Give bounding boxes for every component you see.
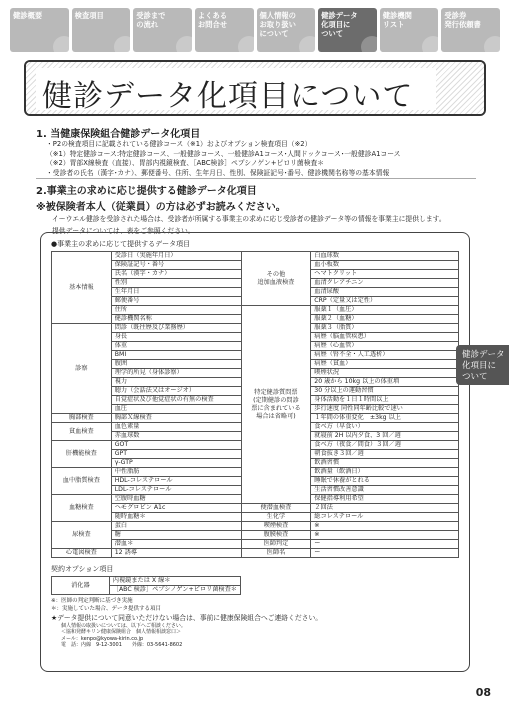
nav-button-7[interactable]	[441, 8, 500, 52]
category-cell: 特定健診質問票 (定期健診の問診 票に含まれている 場合は省略可)	[241, 306, 311, 504]
item-cell: ー	[311, 540, 459, 549]
item-cell: 喫煙状況	[311, 369, 459, 378]
item-cell: 就寝前 2H 以内夕食、3 回／週	[311, 432, 459, 441]
item-cell: 胸部Ｘ線検査	[111, 414, 241, 423]
contact-line: 個人情報の取扱いについては、以下へご相談ください。	[61, 622, 186, 629]
category-cell: 心電図検査	[52, 549, 112, 558]
note-line: ＊：実施していた場合、データ提供する項目	[51, 605, 162, 612]
item-cell: 12 誘導	[111, 549, 241, 558]
item-cell: 病歴（心血管）	[311, 342, 459, 351]
item-cell: BMI	[111, 351, 241, 360]
item-cell: LDL-コレステロール	[111, 486, 241, 495]
item-cell: 性別	[111, 279, 241, 288]
item-cell: 歩行速度 同性同年齢比較で速い	[311, 405, 459, 414]
nav-button-label: 健診概要	[13, 11, 43, 20]
item-cell: 服薬３（脂質）	[311, 324, 459, 333]
nav-button-label: 検査項目	[74, 11, 104, 20]
item-cell: 服薬２（血糖）	[311, 315, 459, 324]
item-cell: 蛋白	[111, 522, 241, 531]
section-2	[36, 182, 476, 236]
section-1	[36, 125, 476, 178]
nav-button-decoration	[53, 36, 69, 52]
item-cell: 食べ方（早食い）	[311, 423, 459, 432]
item-cell: 中性脂肪	[111, 468, 241, 477]
item-cell: ※	[311, 531, 459, 540]
section-1-line: ・受診者の氏名（漢字･カナ）、郵便番号、住所、生年月日、性別、保険証記号･番号、健診機関名称等の基本情報	[46, 168, 390, 177]
side-tab[interactable]: 健診データ 化項目に ついて	[456, 345, 509, 385]
top-navigation	[10, 8, 500, 52]
item-cell: 白血球数	[311, 252, 459, 261]
nav-button-decoration	[176, 36, 192, 52]
section-2-heading: 2.事業主の求めに応じ提供する健診データ化項目	[36, 186, 257, 197]
nav-button-5[interactable]	[318, 8, 377, 52]
option-table	[51, 576, 241, 595]
item-cell: 住所	[111, 306, 241, 315]
item-cell: 随時血糖＊	[111, 513, 241, 522]
section-2-subheading: ※被保険者本人（従業員）の方は必ずお読みください。	[36, 202, 286, 213]
category-cell: 喫煙検査	[241, 522, 311, 531]
notes	[51, 598, 459, 649]
category-cell: 生化学	[241, 513, 311, 522]
notice-line: ★データ提供について同意いただけない場合は、事前に健康保険組合へご連絡ください。	[51, 614, 323, 622]
table-row	[52, 540, 459, 549]
item-cell: 血圧	[111, 405, 241, 414]
nav-button-label: 健診データ 化項目に ついて	[321, 11, 358, 38]
nav-button-decoration	[361, 36, 377, 52]
item-cell: 身体活動を１日１時間以上	[311, 396, 459, 405]
nav-button-label: 健診機関 リスト	[382, 11, 412, 29]
item-cell: GPT	[111, 450, 241, 459]
table-row	[52, 252, 459, 261]
contact-line: ＜協和発酵キリン健康保険組合 個人情報相談窓口＞	[61, 629, 182, 635]
nav-button-decoration	[114, 36, 130, 52]
item-cell: 血色素量	[111, 423, 241, 432]
section-1-line: （※2）胃部X線検査（直接）、胃部内視鏡検査、［ABC検診］ペプシノゲン+ピロリ菌検査＊	[46, 159, 325, 167]
item-cell: 服薬１（血圧）	[311, 306, 459, 315]
item-cell: 睡眠で休養がとれる	[311, 477, 459, 486]
table-row	[52, 522, 459, 531]
nav-button-decoration	[422, 36, 438, 52]
item-cell: HDL-コレステロール	[111, 477, 241, 486]
table-row	[52, 549, 459, 558]
category-cell: 尿検査	[52, 522, 112, 549]
item-cell: 自覚症状及び他覚症状の有無の検査	[111, 396, 241, 405]
item-cell: 保健指導利用希望	[311, 495, 459, 504]
category-cell: その他 追加血液検査	[241, 252, 311, 306]
section-1-heading: 1. 当健康保険組合健診データ化項目	[36, 129, 201, 140]
item-cell: ヘモグロビン A1c	[111, 504, 241, 513]
category-cell: 肝機能検査	[52, 441, 112, 468]
item-cell: 空腹時血糖	[111, 495, 241, 504]
option-category: 消化器	[52, 577, 110, 595]
item-cell: ２回法	[311, 504, 459, 513]
table-title: ●事業主の求めに応じて提供するデータ項目	[51, 240, 191, 248]
nav-button-0[interactable]	[10, 8, 69, 52]
item-cell: 問診（既往歴及び業務歴）	[111, 324, 241, 333]
nav-button-label: 受診まで の流れ	[136, 11, 166, 29]
section-2-line: 提供データについては、表をご参照ください。	[52, 226, 195, 235]
nav-button-1[interactable]	[72, 8, 131, 52]
item-cell: 生活習慣改善意識	[311, 486, 459, 495]
nav-button-3[interactable]	[195, 8, 254, 52]
item-cell: 飲酒習慣	[311, 459, 459, 468]
option-title: 契約オプション項目	[51, 565, 114, 573]
item-cell: 腹囲	[111, 360, 241, 369]
item-cell: 朝食抜き３回／週	[311, 450, 459, 459]
item-cell: 生年月日	[111, 288, 241, 297]
item-cell: 糖	[111, 531, 241, 540]
category-cell: 貧血検査	[52, 423, 112, 441]
category-cell: 血糖検査	[52, 495, 112, 522]
title-banner	[24, 60, 486, 116]
item-cell: 受診日（実施年月日）	[111, 252, 241, 261]
item-cell: 飲酒量（飲酒日）	[311, 468, 459, 477]
nav-button-6[interactable]	[380, 8, 439, 52]
category-cell: 医師名	[241, 549, 311, 558]
category-cell: 血中脂質検査	[52, 468, 112, 495]
item-cell: 潜血＊	[111, 540, 241, 549]
item-cell: 理学的所見（身体診察）	[111, 369, 241, 378]
item-cell: 病歴（貧血）	[311, 360, 459, 369]
category-cell: 診察	[52, 324, 112, 414]
item-cell: 食べ方（夜食／間食）３回／週	[311, 441, 459, 450]
table-row	[52, 531, 459, 540]
section-1-line: ・P2の検査項目に記載されている健診コース（※1）およびオプション検査項目（※2）	[46, 140, 312, 148]
note-line: ※：医師の判定判断に基づき実施	[51, 598, 133, 604]
item-cell: 視力	[111, 378, 241, 387]
item-cell: 30 分以上の運動習慣	[311, 387, 459, 396]
item-cell: 保険証記号・番号	[111, 261, 241, 270]
item-cell: 健診機関名称	[111, 315, 241, 324]
item-cell: GOT	[111, 441, 241, 450]
item-cell: ヘマトクリット	[311, 270, 459, 279]
section-2-line: イーウエル健診を受診された場合は、受診者が所属する事業主の求めに応じ受診者の健診データ等の情報を事業主に提供します。	[52, 215, 446, 223]
item-cell: 病歴（腎不全・人工透析）	[311, 351, 459, 360]
item-cell: 赤血球数	[111, 432, 241, 441]
item-cell: CRP（定量又は定性）	[311, 297, 459, 306]
nav-button-decoration	[484, 36, 500, 52]
option-item: 内視鏡または X 線＊	[109, 577, 240, 586]
contact-line: 電 話：内線 9-12-3001 外線：03-5641-8602	[61, 642, 183, 648]
nav-button-decoration	[238, 36, 254, 52]
item-cell: 血清尿酸	[311, 288, 459, 297]
section-1-line: （※1）特定健診コース:特定健診コース、一般健診コース、一般健診A1コース･人間ドックコース･一般健診A1コース	[46, 149, 401, 158]
table-row	[52, 577, 241, 586]
item-cell: 体重	[111, 342, 241, 351]
item-cell: ※	[311, 522, 459, 531]
nav-button-label: 個人情報の お取り扱い について	[259, 11, 296, 38]
section-divider	[36, 178, 476, 179]
data-items-table	[51, 251, 459, 558]
nav-button-label: よくある お問合せ	[197, 11, 228, 29]
data-items-box	[40, 232, 470, 672]
item-cell: ー	[311, 549, 459, 558]
item-cell: 血清クレアチニン	[311, 279, 459, 288]
item-cell: 聴力（会話法又はオージオ）	[111, 387, 241, 396]
page-number: 08	[475, 686, 491, 699]
table-row	[52, 504, 459, 513]
item-cell: 20 歳から 10kg 以上の体重増	[311, 378, 459, 387]
item-cell: 身長	[111, 333, 241, 342]
table-row	[52, 306, 459, 315]
table-row	[52, 513, 459, 522]
item-cell: γ-GTP	[111, 459, 241, 468]
item-cell: 郵便番号	[111, 297, 241, 306]
item-cell: 血小板数	[311, 261, 459, 270]
category-cell: 基本情報	[52, 252, 112, 324]
category-cell: 腹膜検査	[241, 531, 311, 540]
category-cell: 医師判定	[241, 540, 311, 549]
nav-button-label: 受診券 発行依頼書	[444, 11, 481, 29]
contact-line: メール：kenpo@kyowa-kirin.co.jp	[61, 635, 144, 642]
option-item: ［ABC 検診］ペプシノゲン+ピロリ菌検査＊	[109, 586, 240, 595]
nav-button-decoration	[299, 36, 315, 52]
page-title: 健診データ化項目について	[42, 79, 414, 114]
item-cell: １年間の体重変化 ±3kg 以上	[311, 414, 459, 423]
category-cell: 胸部検査	[52, 414, 112, 423]
nav-button-4[interactable]	[257, 8, 316, 52]
item-cell: 総コレステロール	[311, 513, 459, 522]
item-cell: 氏名（漢字・カナ）	[111, 270, 241, 279]
category-cell: 便潜血検査	[241, 504, 311, 513]
nav-button-2[interactable]	[133, 8, 192, 52]
item-cell: 病歴（脳血管疾患）	[311, 333, 459, 342]
